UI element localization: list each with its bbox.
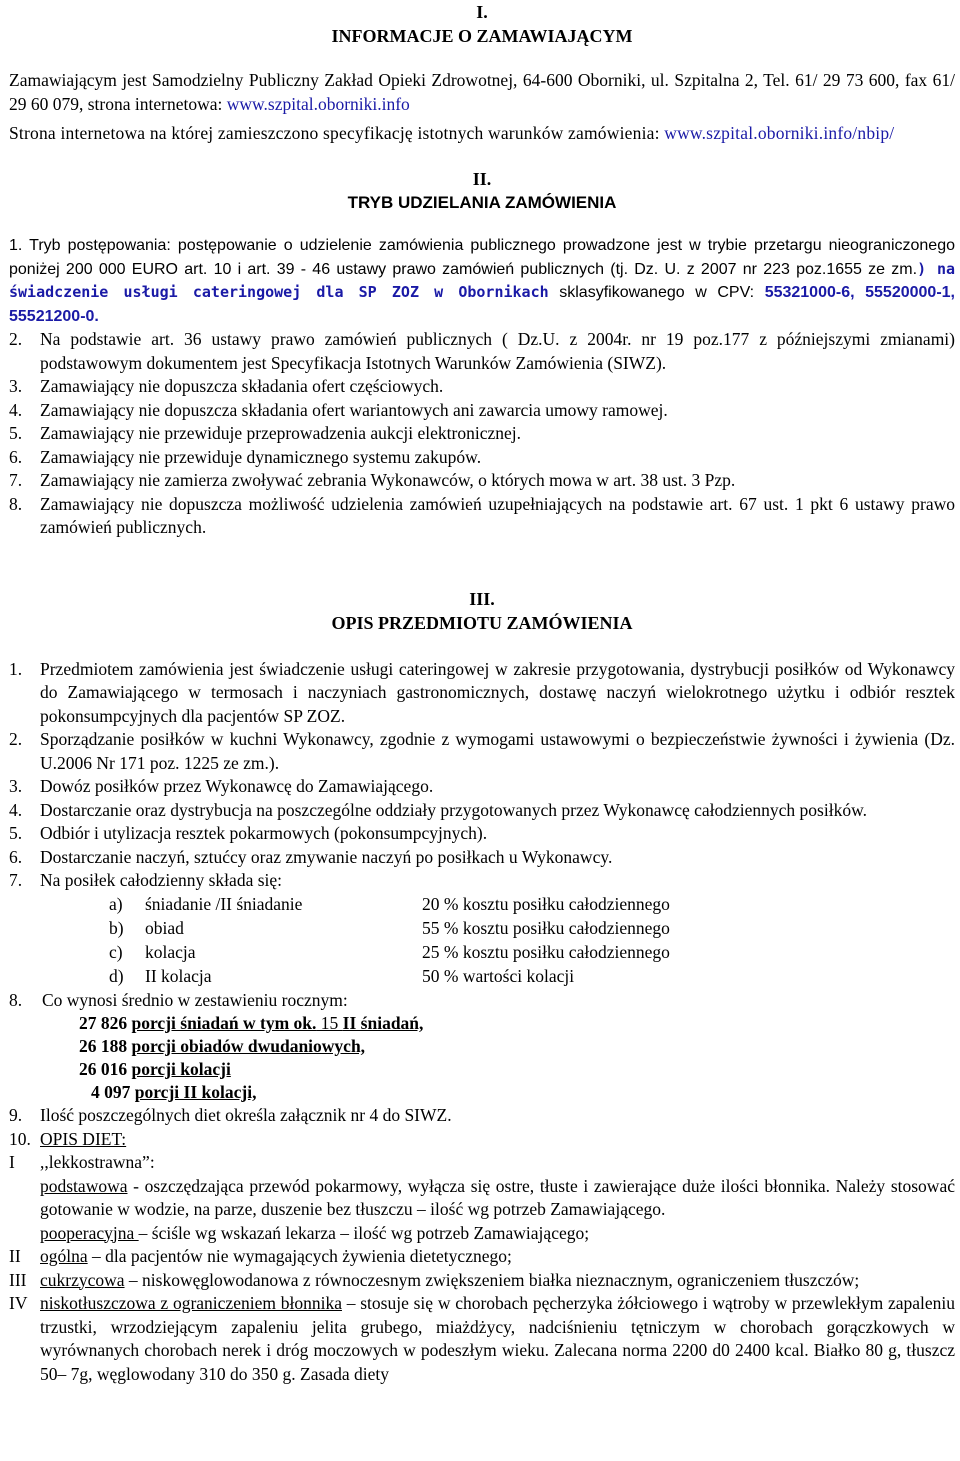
meal-breakdown — [9, 893, 955, 989]
section-2-item-6 — [9, 446, 955, 470]
section-2-title: TRYB UDZIELANIA ZAMÓWIENIA — [347, 193, 617, 212]
section-2-list — [9, 328, 955, 540]
item-text: Zamawiający nie dopuszcza możliwość udzielenia zamówień uzupełniających na podstawie art. 67 ust. 1 pkt 6 ustawy prawo zamówień publicznych. — [40, 493, 955, 537]
diet-1-basic: podstawowa - oszczędzająca przewód pokarmowy, wyłącza się ostre, tłuste i zawierające duże ilości błonnika. Należy stosować gotowanie w wodzie, na parze, duszenie bez tłuszczu – ilość wg potrzeb Zamawiającego. — [40, 1175, 955, 1219]
meal-name: obiad — [145, 917, 184, 938]
meal-name: II kolacja — [145, 965, 212, 986]
portion-count: 26 188 — [79, 1036, 128, 1056]
item-text: Dowóz posiłków przez Wykonawcę do Zamawiającego. — [40, 776, 434, 796]
meal-letter: a) — [109, 893, 123, 914]
section-2-item-5 — [9, 422, 955, 446]
item-text: Dostarczanie oraz dystrybucja na poszczególne oddziały przygotowanych przez Wykonawcę całodziennych posiłków. — [40, 799, 867, 820]
section-3-item-2 — [9, 728, 955, 775]
portion-row — [79, 1012, 955, 1035]
portion-label-secondary: II śniadań, — [342, 1013, 424, 1033]
item-number: 6. — [9, 846, 23, 867]
meal-row — [9, 893, 955, 917]
item-number: 7. — [9, 870, 23, 890]
section-1-title: INFORMACJE O ZAMAWIAJĄCYM — [331, 26, 633, 46]
portion-quantities — [9, 1012, 955, 1104]
item-number: 2. — [9, 729, 23, 749]
item-number: 5. — [9, 423, 23, 443]
item-text: Zamawiający nie zamierza zwoływać zebrania Wykonawców, o których mowa w art. 38 ust. 3 Pzp. — [40, 470, 736, 490]
item-text: Sporządzanie posiłków w kuchni Wykonawcy, zgodnie z wymogami ustawowymi o bezpieczeństwie żywności i żywienia (Dz. U.2006 Nr 171 poz. 1225 ze zm.). — [40, 729, 955, 773]
item-text: Zamawiający nie przewiduje dynamicznego systemu zakupów. — [40, 446, 482, 467]
meal-cost-share: 20 % kosztu posiłku całodziennego — [422, 893, 670, 914]
portion-row — [79, 1058, 955, 1081]
siwz-paragraph: Strona internetowa na której zamieszczono specyfikację istotnych warunków zamówienia: www.szpital.oborniki.info/nbip/ — [9, 123, 895, 143]
contact-paragraph: Zamawiającym jest Samodzielny Publiczny Zakład Opieki Zdrowotnej, 64-600 Oborniki, ul. Szpitalna 2, Tel. 61/ 29 73 600, fax 61/ 29 60 079, strona internetowa: www.szpital.oborniki.info — [9, 70, 955, 114]
meal-cost-share: 25 % kosztu posiłku całodziennego — [422, 941, 670, 962]
item-number: 4. — [9, 399, 23, 420]
item-text: Zamawiający nie przewiduje przeprowadzenia aukcji elektronicznej. — [40, 423, 522, 443]
item-text: Dostarczanie naczyń, sztućcy oraz zmywanie naczyń po posiłkach u Wykonawcy. — [40, 846, 613, 867]
diet-2: II ogólna – dla pacjentów nie wymagających żywienia dietetycznego; — [9, 1246, 512, 1266]
catering-service-text: ) na świadczenie usługi cateringowej dla SP ZOZ w Obornikach — [9, 259, 955, 301]
section-2-item-1: 1. Tryb postępowania: postępowanie o udzielenie zamówienia publicznego prowadzone jest w trybie przetargu nieograniczonego poniżej 200 000 EURO art. 10 i art. 39 - 46 ustawy prawo zamówień publicznych (tj. Dz. U. z 2007 nr 223 poz.1655 ze zm.) na świadczenie usługi cateringowej dla SP ZOZ w Obornikach sklasyfikowanego w CPV: 55321000-6, 55520000-1, 55521200-0. — [9, 237, 955, 325]
item-number: 2. — [9, 329, 23, 349]
portion-count: 4 097 — [91, 1082, 131, 1102]
item-text: Na podstawie art. 36 ustawy prawo zamówień publicznych ( Dz.U. z 2004r. nr 19 poz.177 z późniejszymi zmianami) podstawowym dokumentem jest Specyfikacja Istotnych Warunków Zamówienia (SIWZ). — [40, 329, 955, 373]
diet-1-postoperative: pooperacyjna – ściśle wg wskazań lekarza – ilość wg potrzeb Zamawiającego; — [40, 1222, 590, 1243]
section-2-item-7 — [9, 469, 955, 493]
item-text: Zamawiający nie dopuszcza składania ofert wariantowych ani zawarcia umowy ramowej. — [40, 399, 668, 420]
section-2-number: II. — [472, 169, 492, 189]
meal-row — [9, 941, 955, 965]
item-number: 1. — [9, 237, 23, 254]
meal-cost-share: 55 % kosztu posiłku całodziennego — [422, 917, 670, 938]
portion-count: 27 826 — [79, 1013, 128, 1033]
portion-count-secondary: 15 — [316, 1013, 343, 1033]
diet-count-item: 9. Ilość poszczególnych diet określa załącznik nr 4 do SIWZ. — [9, 1105, 452, 1125]
meal-letter: c) — [109, 941, 123, 962]
diet-4: IV niskotłuszczowa z ograniczeniem błonnika – stosuje się w chorobach pęcherzyka żółciowego i wątroby w przewlekłym zapaleniu trzustki, wrzodziejącym zapaleniu jelita grubego, miażdżycy, nadciśnieniu tętniczym w chorobach gorączkowych w wyrównanych chorobach nerek i dróg moczowych w podeszłym wieku. Zalecana norma 2200 d0 2400 kcal. Białko 80 g, tłuszcz 50– 7g, węglowodany 310 do 350 g. Zasada diety — [9, 1293, 955, 1384]
meal-name: kolacja — [145, 941, 196, 962]
item-number: 6. — [9, 446, 23, 467]
meal-letter: b) — [109, 917, 124, 938]
item-text: Na posiłek całodzienny składa się: — [40, 870, 283, 890]
meal-name: śniadanie /II śniadanie — [145, 893, 303, 914]
portion-label: porcji II kolacji, — [134, 1082, 257, 1102]
item-number: 7. — [9, 470, 23, 490]
item-text: Odbiór i utylizacja resztek pokarmowych (pokonsumpcyjnych). — [40, 823, 488, 843]
item-number: 5. — [9, 823, 23, 843]
section-3-item-5 — [9, 822, 955, 846]
annual-summary-item: 8. Co wynosi średnio w zestawieniu rocznym: — [9, 989, 348, 1010]
item-number: 1. — [9, 658, 23, 679]
section-3-item-7 — [9, 869, 955, 893]
document-page — [9, 0, 955, 1386]
section-3-item-6 — [9, 846, 955, 870]
section-3-list — [9, 658, 955, 893]
portion-label: porcji obiadów dwudaniowych, — [131, 1036, 366, 1056]
section-3-title: OPIS PRZEDMIOTU ZAMÓWIENIA — [331, 612, 633, 633]
diet-description-heading: 10. OPIS DIET: — [9, 1128, 127, 1149]
meal-row — [9, 917, 955, 941]
diet-3: III cukrzycowa – niskowęglowodanowa z równoczesnym zwiększeniem białka nieznacznym, ograniczeniem tłuszczów; — [9, 1269, 860, 1290]
section-2-item-3 — [9, 375, 955, 399]
website-link[interactable]: www.szpital.oborniki.info — [226, 93, 410, 114]
section-3-number: III. — [469, 588, 495, 609]
section-3-item-4 — [9, 799, 955, 823]
meal-cost-share: 50 % wartości kolacji — [422, 965, 575, 986]
section-2-item-4 — [9, 399, 955, 423]
section-3-item-3 — [9, 775, 955, 799]
meal-letter: d) — [109, 965, 124, 986]
item-text: Zamawiający nie dopuszcza składania ofert częściowych. — [40, 376, 444, 396]
portion-label: porcji śniadań w tym ok. — [131, 1013, 317, 1033]
item-number: 3. — [9, 376, 23, 396]
diet-1-heading: I ,,lekkostrawna”: — [9, 1152, 155, 1172]
meal-row — [9, 965, 955, 989]
item-number: 8. — [9, 493, 23, 514]
section-1-number: I. — [476, 2, 488, 22]
portion-label: porcji kolacji — [131, 1059, 231, 1079]
portion-row — [79, 1081, 955, 1104]
portion-row — [79, 1035, 955, 1058]
section-2-item-2 — [9, 328, 955, 375]
nbip-link[interactable]: www.szpital.oborniki.info/nbip/ — [664, 123, 895, 143]
item-number: 4. — [9, 799, 23, 820]
portion-count: 26 016 — [79, 1059, 128, 1079]
section-2-item-8 — [9, 493, 955, 540]
cpv-codes: 55321000-6, 55520000-1, 55521200-0. — [9, 284, 955, 325]
item-text: Przedmiotem zamówienia jest świadczenie usługi cateringowej w zakresie przygotowania, dystrybucji posiłków od Wykonawcy do Zamawiającego w termosach i naczyniach gastronomicznych, dostawę naczyń wielokrotnego użytku i odbiór resztek pokonsumpcyjnych dla pacjentów SP ZOZ. — [40, 658, 955, 726]
item-number: 3. — [9, 776, 23, 796]
section-3-item-1 — [9, 658, 955, 729]
